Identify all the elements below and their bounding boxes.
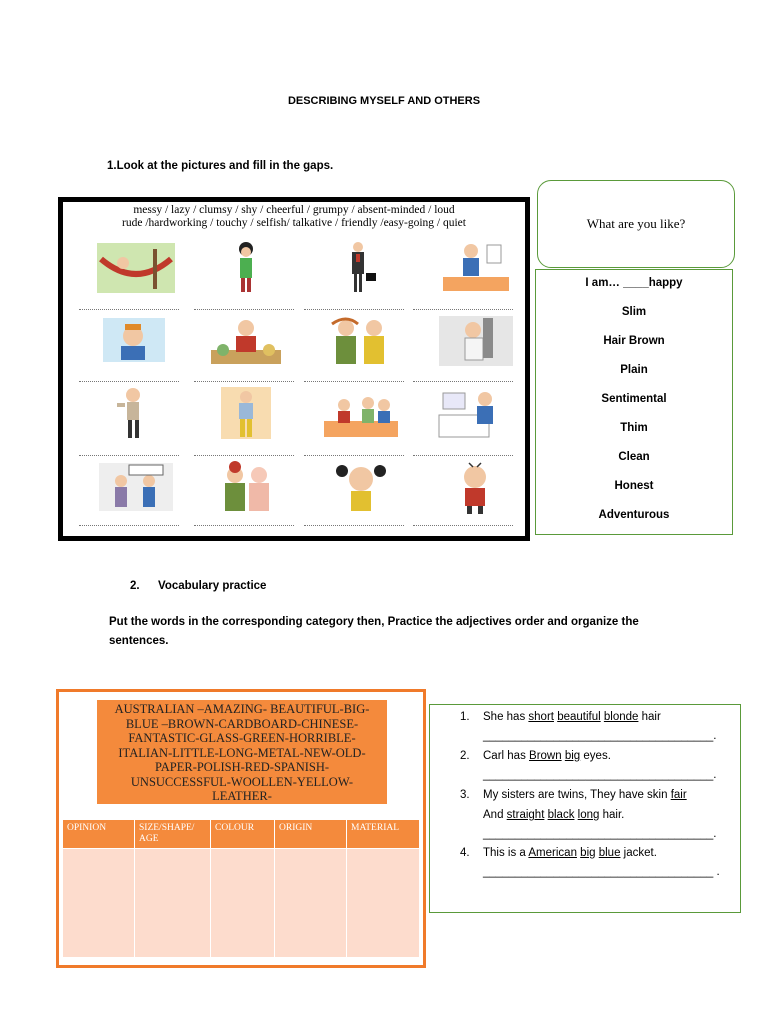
section2-number: 2.: [130, 580, 140, 592]
category-table-header: [63, 820, 419, 848]
sentences-box: 1. She has short beautiful blonde hair ____________________________________. 2. Carl has Brown big eyes. ____________________________________. 3. My sisters are twins, They have skin fair And straight black long hair. ____________________________________. 4. This is a American big blue jacket. ____________________________________ .: [429, 704, 741, 913]
word-list-line: FANTASTIC-GLASS-GREEN-HORRIBLE-: [128, 731, 356, 745]
self-description-box: [535, 269, 733, 535]
touchy-angry-kid-image: [433, 459, 519, 515]
answer-line: [413, 525, 513, 526]
section2-instruction: Put the words in the corresponding category then, Practice the adjectives order and organize the sentences.: [109, 616, 639, 647]
word-list-line: UNSUCCESSFUL-WOOLLEN-YELLOW-: [130, 774, 354, 789]
busy-worker-papers-image: [433, 239, 519, 295]
vocabulary-box: [56, 689, 426, 968]
material-cell[interactable]: [347, 849, 419, 957]
answer-line: [194, 455, 294, 456]
answer-line: [413, 381, 513, 382]
self-description-item: Hair Brown: [603, 335, 665, 347]
header-size-shape-age: SIZE/SHAPE/ AGE: [135, 820, 211, 848]
self-description-item: Clean: [618, 451, 650, 463]
header-colour: COLOUR: [211, 820, 275, 848]
rude-gossip-image: [203, 459, 289, 515]
header-origin: ORIGIN: [275, 820, 347, 848]
word-list-line: AUSTRALIAN –AMAZING- BEAUTIFUL-BIG-: [114, 702, 370, 716]
messy-eater-table-image: [203, 312, 289, 368]
header-material: MATERIAL: [351, 823, 400, 833]
size-shape-age-cell[interactable]: [135, 849, 211, 957]
word-list-line: PAPER-POLISH-RED-SPANISH-: [154, 760, 330, 774]
answer-line: [79, 309, 179, 310]
section2-heading: Vocabulary practice: [158, 580, 267, 592]
answer-line: [194, 309, 294, 310]
word-bank-line-1: messy / lazy / clumsy / shy / cheerful / grumpy / absent-minded / loud: [133, 204, 455, 216]
answer-line: [413, 455, 513, 456]
answer-line: [79, 525, 179, 526]
word-bank-line-2: rude /hardworking / touchy / selfish/ talkative / friendly /easy-going / quiet: [122, 217, 466, 229]
clumsy-boy-image: [93, 385, 179, 441]
shy-girl-image: [203, 239, 289, 295]
speech-bubble: [537, 180, 735, 268]
answer-line: [304, 525, 404, 526]
word-list-line: ITALIAN-LITTLE-LONG-METAL-NEW-OLD-: [118, 745, 366, 760]
answer-line: [79, 455, 179, 456]
answer-line: [304, 309, 404, 310]
word-list-line: BLUE –BROWN-CARDBOARD-CHINESE-: [125, 716, 359, 731]
answer-line: [194, 381, 294, 382]
answer-line: [194, 525, 294, 526]
self-description-item: Adventurous: [598, 509, 670, 521]
absent-minded-professor-image: [433, 312, 519, 368]
lazy-person-hammock-image: [93, 239, 179, 295]
boy-whistling-image: [93, 312, 179, 368]
speech-bubble-text: What are you like?: [586, 216, 686, 231]
vocabulary-word-list: [97, 700, 387, 804]
self-description-item: I am… ____happy: [585, 277, 683, 289]
hardworking-man-papers-image: [433, 385, 519, 441]
answer-line: [413, 309, 513, 310]
header-opinion: OPINION: [63, 820, 135, 848]
word-list-line: LEATHER-: [212, 789, 272, 803]
self-description-item: Honest: [614, 480, 654, 492]
answer-line: [79, 381, 179, 382]
friendly-girl-image: [318, 459, 404, 515]
self-description-item: Plain: [620, 364, 648, 376]
self-description-item: Thim: [620, 422, 648, 434]
two-friends-image: [318, 312, 404, 368]
cheerful-group-image: [318, 385, 404, 441]
grumpy-man-image: [203, 385, 289, 441]
loud-group-blah-image: [93, 459, 179, 515]
businessman-briefcase-image: [318, 239, 404, 295]
origin-cell[interactable]: [275, 849, 347, 957]
colour-cell[interactable]: [211, 849, 275, 957]
self-description-item: Sentimental: [601, 393, 667, 405]
section2-heading-row: [130, 580, 266, 592]
picture-panel: [58, 197, 530, 541]
category-table-body: [63, 849, 419, 957]
answer-line: [304, 455, 404, 456]
answer-line: [304, 381, 404, 382]
opinion-cell[interactable]: [63, 849, 135, 957]
page-title: DESCRIBING MYSELF AND OTHERS: [287, 95, 481, 107]
section1-heading: 1.Look at the pictures and fill in the gaps.: [107, 160, 334, 172]
self-description-item: Slim: [621, 306, 647, 318]
